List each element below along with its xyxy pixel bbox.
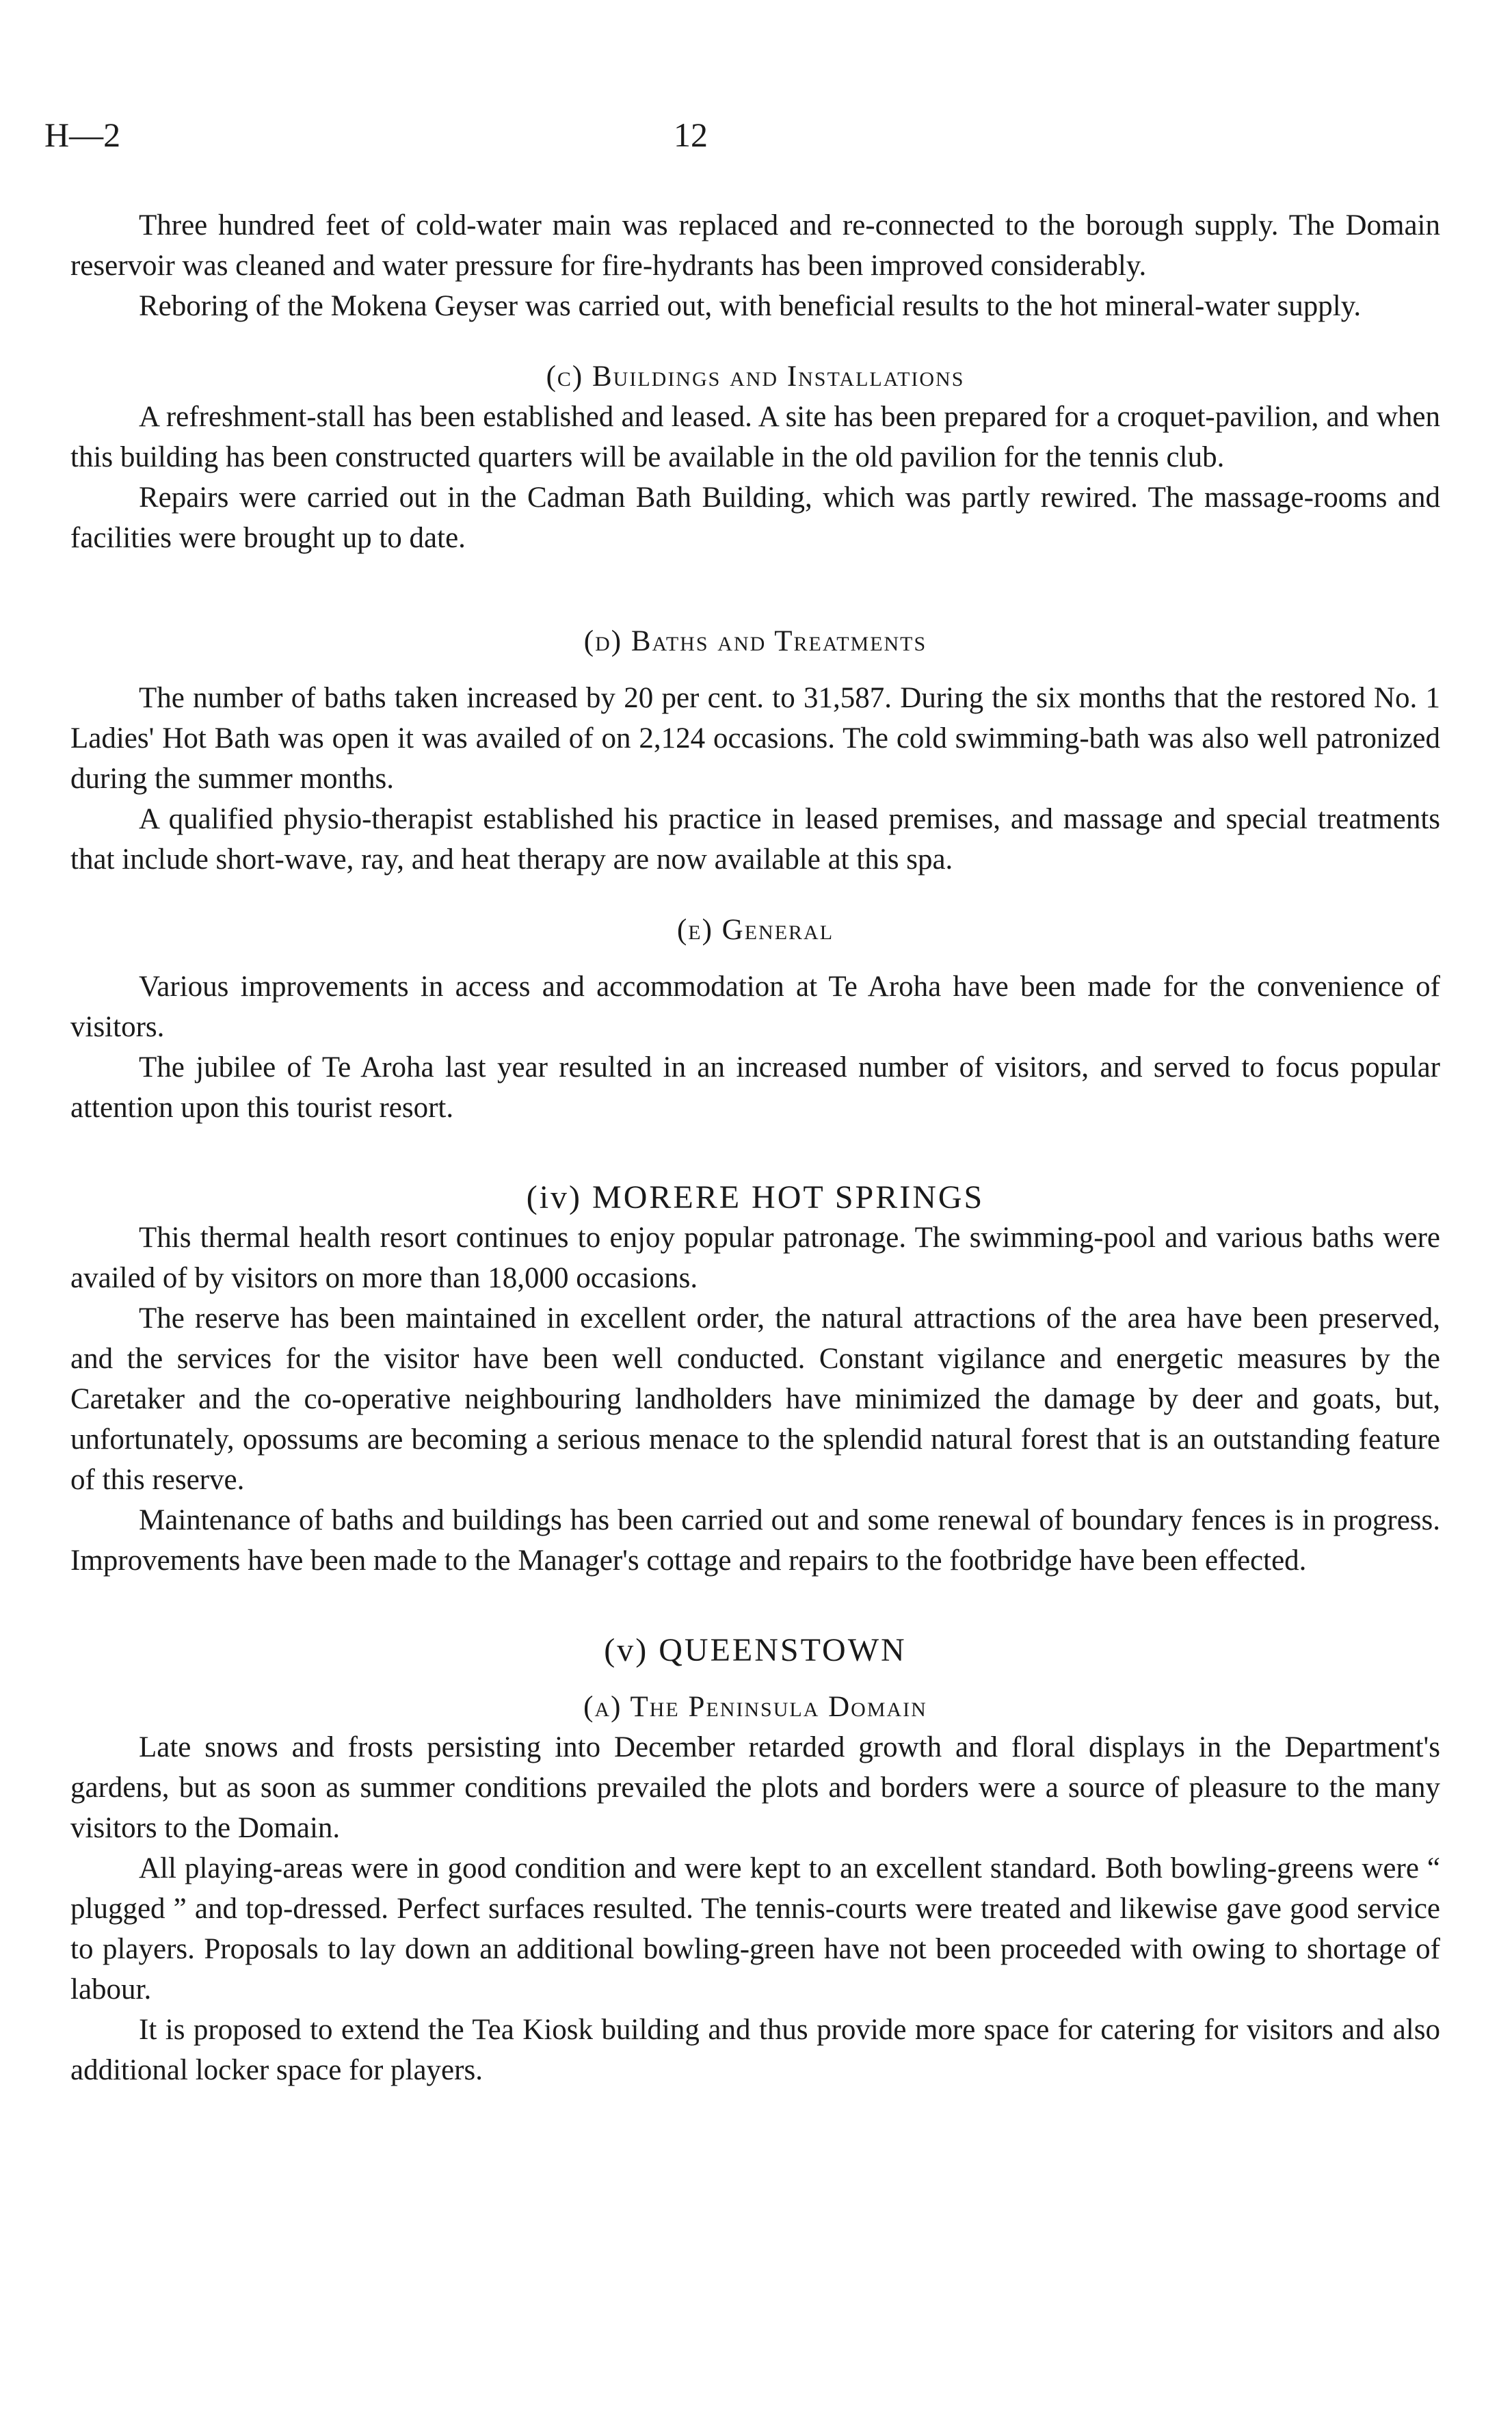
section-heading-morere: (iv) MORERE HOT SPRINGS xyxy=(526,1179,985,1215)
paragraph: This thermal health resort continues to enjoy popular patronage. The swimming-pool and various baths were availed of by visitors on more than 18,000 occasions. xyxy=(70,1222,1440,1294)
page-number: 12 xyxy=(674,116,708,154)
document-body xyxy=(70,205,1440,2090)
page-header xyxy=(44,115,1468,156)
paragraph: Maintenance of baths and buildings has been carried out and some renewal of boundary fences is in progress. Improvements have been made to the Manager's cottage and repairs to the footbridge have been effected. xyxy=(70,1504,1440,1577)
paragraph: All playing-areas were in good condition and were kept to an excellent standard. Both bowling-greens were “ plugged ” and top-dressed. Perfect surfaces resulted. The tennis-courts were treated and likewise gave good service to players. Proposals to lay down an additional bowling-green have not been proceeded with owing to shortage of labour. xyxy=(70,1852,1440,2006)
paragraph: Three hundred feet of cold-water main was replaced and re-connected to the borough supply. The Domain reservoir was cleaned and water pressure for fire-hydrants has been improved considerably. xyxy=(70,209,1440,282)
paragraph: The jubilee of Te Aroha last year resulted in an increased number of visitors, and served to focus popular attention upon this tourist resort. xyxy=(70,1051,1440,1124)
paragraph: A qualified physio-therapist established his practice in leased premises, and massage and special treatments that include short-wave, ray, and heat therapy are now available at this spa. xyxy=(70,803,1440,876)
paragraph: Reboring of the Mokena Geyser was carried out, with beneficial results to the hot mineral-water supply. xyxy=(139,290,1362,322)
paragraph: A refreshment-stall has been established and leased. A site has been prepared for a croquet-pavilion, and when this building has been constructed quarters will be available in the old pavilion for the tennis club. xyxy=(70,401,1440,473)
paragraph: It is proposed to extend the Tea Kiosk building and thus provide more space for catering for visitors and also additional locker space for players. xyxy=(70,2014,1440,2086)
paragraph: Various improvements in access and accommodation at Te Aroha have been made for the convenience of visitors. xyxy=(70,971,1440,1043)
subsection-heading-peninsula-domain: (a) The Peninsula Domain xyxy=(583,1691,927,1723)
paragraph: The reserve has been maintained in excellent order, the natural attractions of the area have been preserved, and the services for the visitor have been well conducted. Constant vigilance and energetic measures by the Caretaker and the co-operative neighbouring landholders have minimized the damage by deer and goats, but, unfortunately, opossums are becoming a serious menace to the splendid natural forest that is an outstanding feature of this reserve. xyxy=(70,1302,1440,1496)
section-heading-buildings: (c) Buildings and Installations xyxy=(546,360,965,393)
report-code: H—2 xyxy=(44,116,121,154)
section-heading-general: (e) General xyxy=(676,914,834,946)
section-heading-queenstown: (v) QUEENSTOWN xyxy=(604,1632,907,1668)
paragraph: The number of baths taken increased by 20 per cent. to 31,587. During the six months that the restored No. 1 Ladies' Hot Bath was open it was availed of on 2,124 occasions. The cold swimming-bath was also well patronized during the summer months. xyxy=(70,682,1440,795)
paragraph: Repairs were carried out in the Cadman Bath Building, which was partly rewired. The massage-rooms and facilities were brought up to date. xyxy=(70,482,1440,554)
section-heading-baths: (d) Baths and Treatments xyxy=(583,625,927,657)
paragraph: Late snows and frosts persisting into December retarded growth and floral displays in the Department's gardens, but as soon as summer conditions prevailed the plots and borders were a source of pleasure to the many visitors to the Domain. xyxy=(70,1731,1440,1844)
